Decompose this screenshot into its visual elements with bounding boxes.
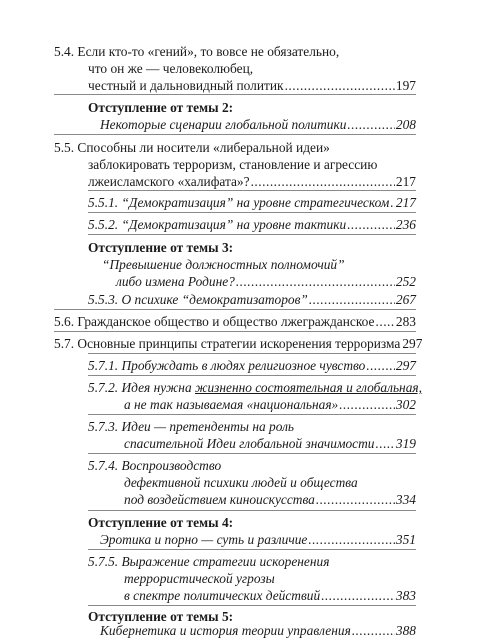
divider — [54, 134, 416, 135]
page-number: 267 — [395, 292, 416, 307]
toc-5-6-title: 5.6. Гражданское общество и общество лжегражданское — [54, 314, 375, 329]
page-number: 217 — [395, 195, 416, 210]
toc-entry-5-5[interactable] — [88, 174, 416, 190]
toc-5-7-5-line-1: 5.7.5. Выражение стратегии искоренения — [88, 554, 330, 569]
toc-5-7-2-underlined-phrase: жизненно состоятельная и глобальная, — [195, 380, 422, 395]
toc-5-5-2-title: 5.5.2. “Демократизация” на уровне тактики — [88, 217, 347, 232]
digression-4-title: Эротика и порно — суть и различие — [100, 532, 308, 547]
divider — [88, 549, 416, 550]
toc-5-7-5-line-3: в спектре политических действий — [124, 588, 321, 603]
toc-5-7-5-line-2: террористической угрозы — [124, 571, 275, 586]
page-number: 297 — [395, 358, 416, 373]
toc-5-7-1-title: 5.7.1. Пробуждать в людях религиозное чувство — [88, 358, 366, 373]
toc-5-5-line-1: 5.5. Способны ли носители «либеральной идеи» — [54, 140, 330, 155]
leader-dots — [347, 117, 395, 133]
page-number: 388 — [395, 623, 416, 638]
toc-entry-5-4[interactable] — [88, 78, 416, 94]
digression-4-heading: Отступление от темы 4: — [88, 515, 234, 530]
toc-5-5-line-2: заблокировать терроризм, становление и агрессию — [88, 157, 378, 172]
leader-dots — [376, 314, 395, 330]
page-number: 351 — [395, 532, 416, 547]
toc-entry-5-7-3[interactable] — [124, 436, 416, 452]
toc-entry-5-6[interactable] — [54, 314, 416, 330]
page-number: 217 — [395, 174, 416, 189]
leader-dots — [376, 436, 395, 452]
digression-2-title: Некоторые сценарии глобальной политики — [100, 117, 347, 132]
digression-5-heading: Отступление от темы 5: — [88, 609, 234, 624]
toc-5-5-1-title: 5.5.1. “Демократизация” на уровне стратегическом — [88, 195, 390, 210]
toc-entry-5-7-1[interactable] — [88, 358, 416, 374]
toc-entry-digression-3[interactable] — [116, 274, 416, 290]
page-number: 383 — [395, 588, 416, 603]
toc-5-7-2-line-1 — [88, 380, 422, 396]
leader-dots — [339, 397, 395, 413]
leader-dots — [366, 358, 395, 374]
page-number: 283 — [395, 314, 416, 329]
digression-2-heading: Отступление от темы 2: — [88, 100, 234, 115]
toc-entry-5-7-4[interactable] — [124, 492, 416, 508]
divider — [88, 375, 416, 376]
page-number: 319 — [395, 436, 416, 451]
leader-dots — [390, 195, 395, 211]
toc-entry-5-7[interactable] — [54, 336, 423, 352]
toc-5-4-line-1: 5.4. Если кто-то «гений», то вовсе не обязательно, — [54, 44, 340, 59]
leader-dots — [309, 292, 395, 308]
toc-5-4-line-2: что он же — человеколюбец, — [88, 61, 254, 76]
digression-3-title-line-2: либо измена Родине? — [116, 274, 235, 289]
digression-3-heading: Отступление от темы 3: — [88, 240, 234, 255]
leader-dots — [321, 588, 395, 604]
toc-5-7-4-line-1: 5.7.4. Воспроизводство — [88, 458, 222, 473]
page-number: 252 — [395, 274, 416, 289]
toc-5-5-3-title: 5.5.3. О психике “демократизаторов” — [88, 292, 308, 307]
toc-entry-digression-5[interactable] — [100, 623, 416, 639]
toc-5-4-line-3: честный и дальновидный политик — [88, 78, 284, 93]
page-number: 334 — [395, 492, 416, 507]
leader-dots — [251, 174, 395, 190]
toc-5-7-3-line-2: спасительной Идеи глобальной значимости — [124, 436, 375, 451]
toc-5-7-4-line-3: под воздействием киноискусства — [124, 492, 315, 507]
digression-3-title-line-1: “Превышение должностных полномочий” — [102, 257, 345, 272]
toc-5-7-2-title-start: 5.7.2. Идея нужна — [88, 380, 195, 395]
divider — [88, 414, 416, 415]
divider — [54, 94, 416, 95]
leader-dots — [308, 532, 395, 548]
page-number: 297 — [402, 336, 423, 351]
toc-entry-5-5-1[interactable] — [88, 195, 416, 211]
leader-dots — [347, 217, 395, 233]
toc-entry-5-5-2[interactable] — [88, 217, 416, 233]
divider — [88, 605, 416, 606]
divider — [88, 212, 416, 213]
digression-5-title: Кибернетика и история теории управления — [100, 623, 351, 638]
toc-entry-digression-2[interactable] — [100, 117, 416, 133]
divider — [88, 234, 416, 235]
page-number: 208 — [395, 117, 416, 132]
toc-5-7-4-line-2: дефективной психики людей и общества — [124, 475, 358, 490]
page-number: 197 — [395, 78, 416, 93]
leader-dots — [236, 274, 395, 290]
page-number: 236 — [395, 217, 416, 232]
divider — [88, 353, 416, 354]
leader-dots — [285, 78, 395, 94]
divider — [88, 190, 416, 191]
divider — [54, 309, 416, 310]
toc-entry-5-5-3[interactable] — [88, 292, 416, 308]
page-number: 302 — [395, 397, 416, 412]
leader-dots — [352, 623, 395, 639]
toc-entry-5-7-2[interactable] — [124, 397, 416, 413]
leader-dots — [316, 492, 395, 508]
toc-5-5-line-3: лжеисламского «халифата»? — [88, 174, 250, 189]
toc-entry-5-7-5[interactable] — [124, 588, 416, 604]
toc-5-7-title: 5.7. Основные принципы стратегии искоренения терроризма — [54, 336, 401, 351]
divider — [88, 510, 416, 511]
divider — [88, 453, 416, 454]
toc-5-7-3-line-1: 5.7.3. Идеи — претенденты на роль — [88, 419, 295, 434]
toc-5-7-2-line-2: а не так называемая «национальная» — [124, 397, 339, 412]
toc-entry-digression-4[interactable] — [100, 532, 416, 548]
divider — [54, 331, 416, 332]
